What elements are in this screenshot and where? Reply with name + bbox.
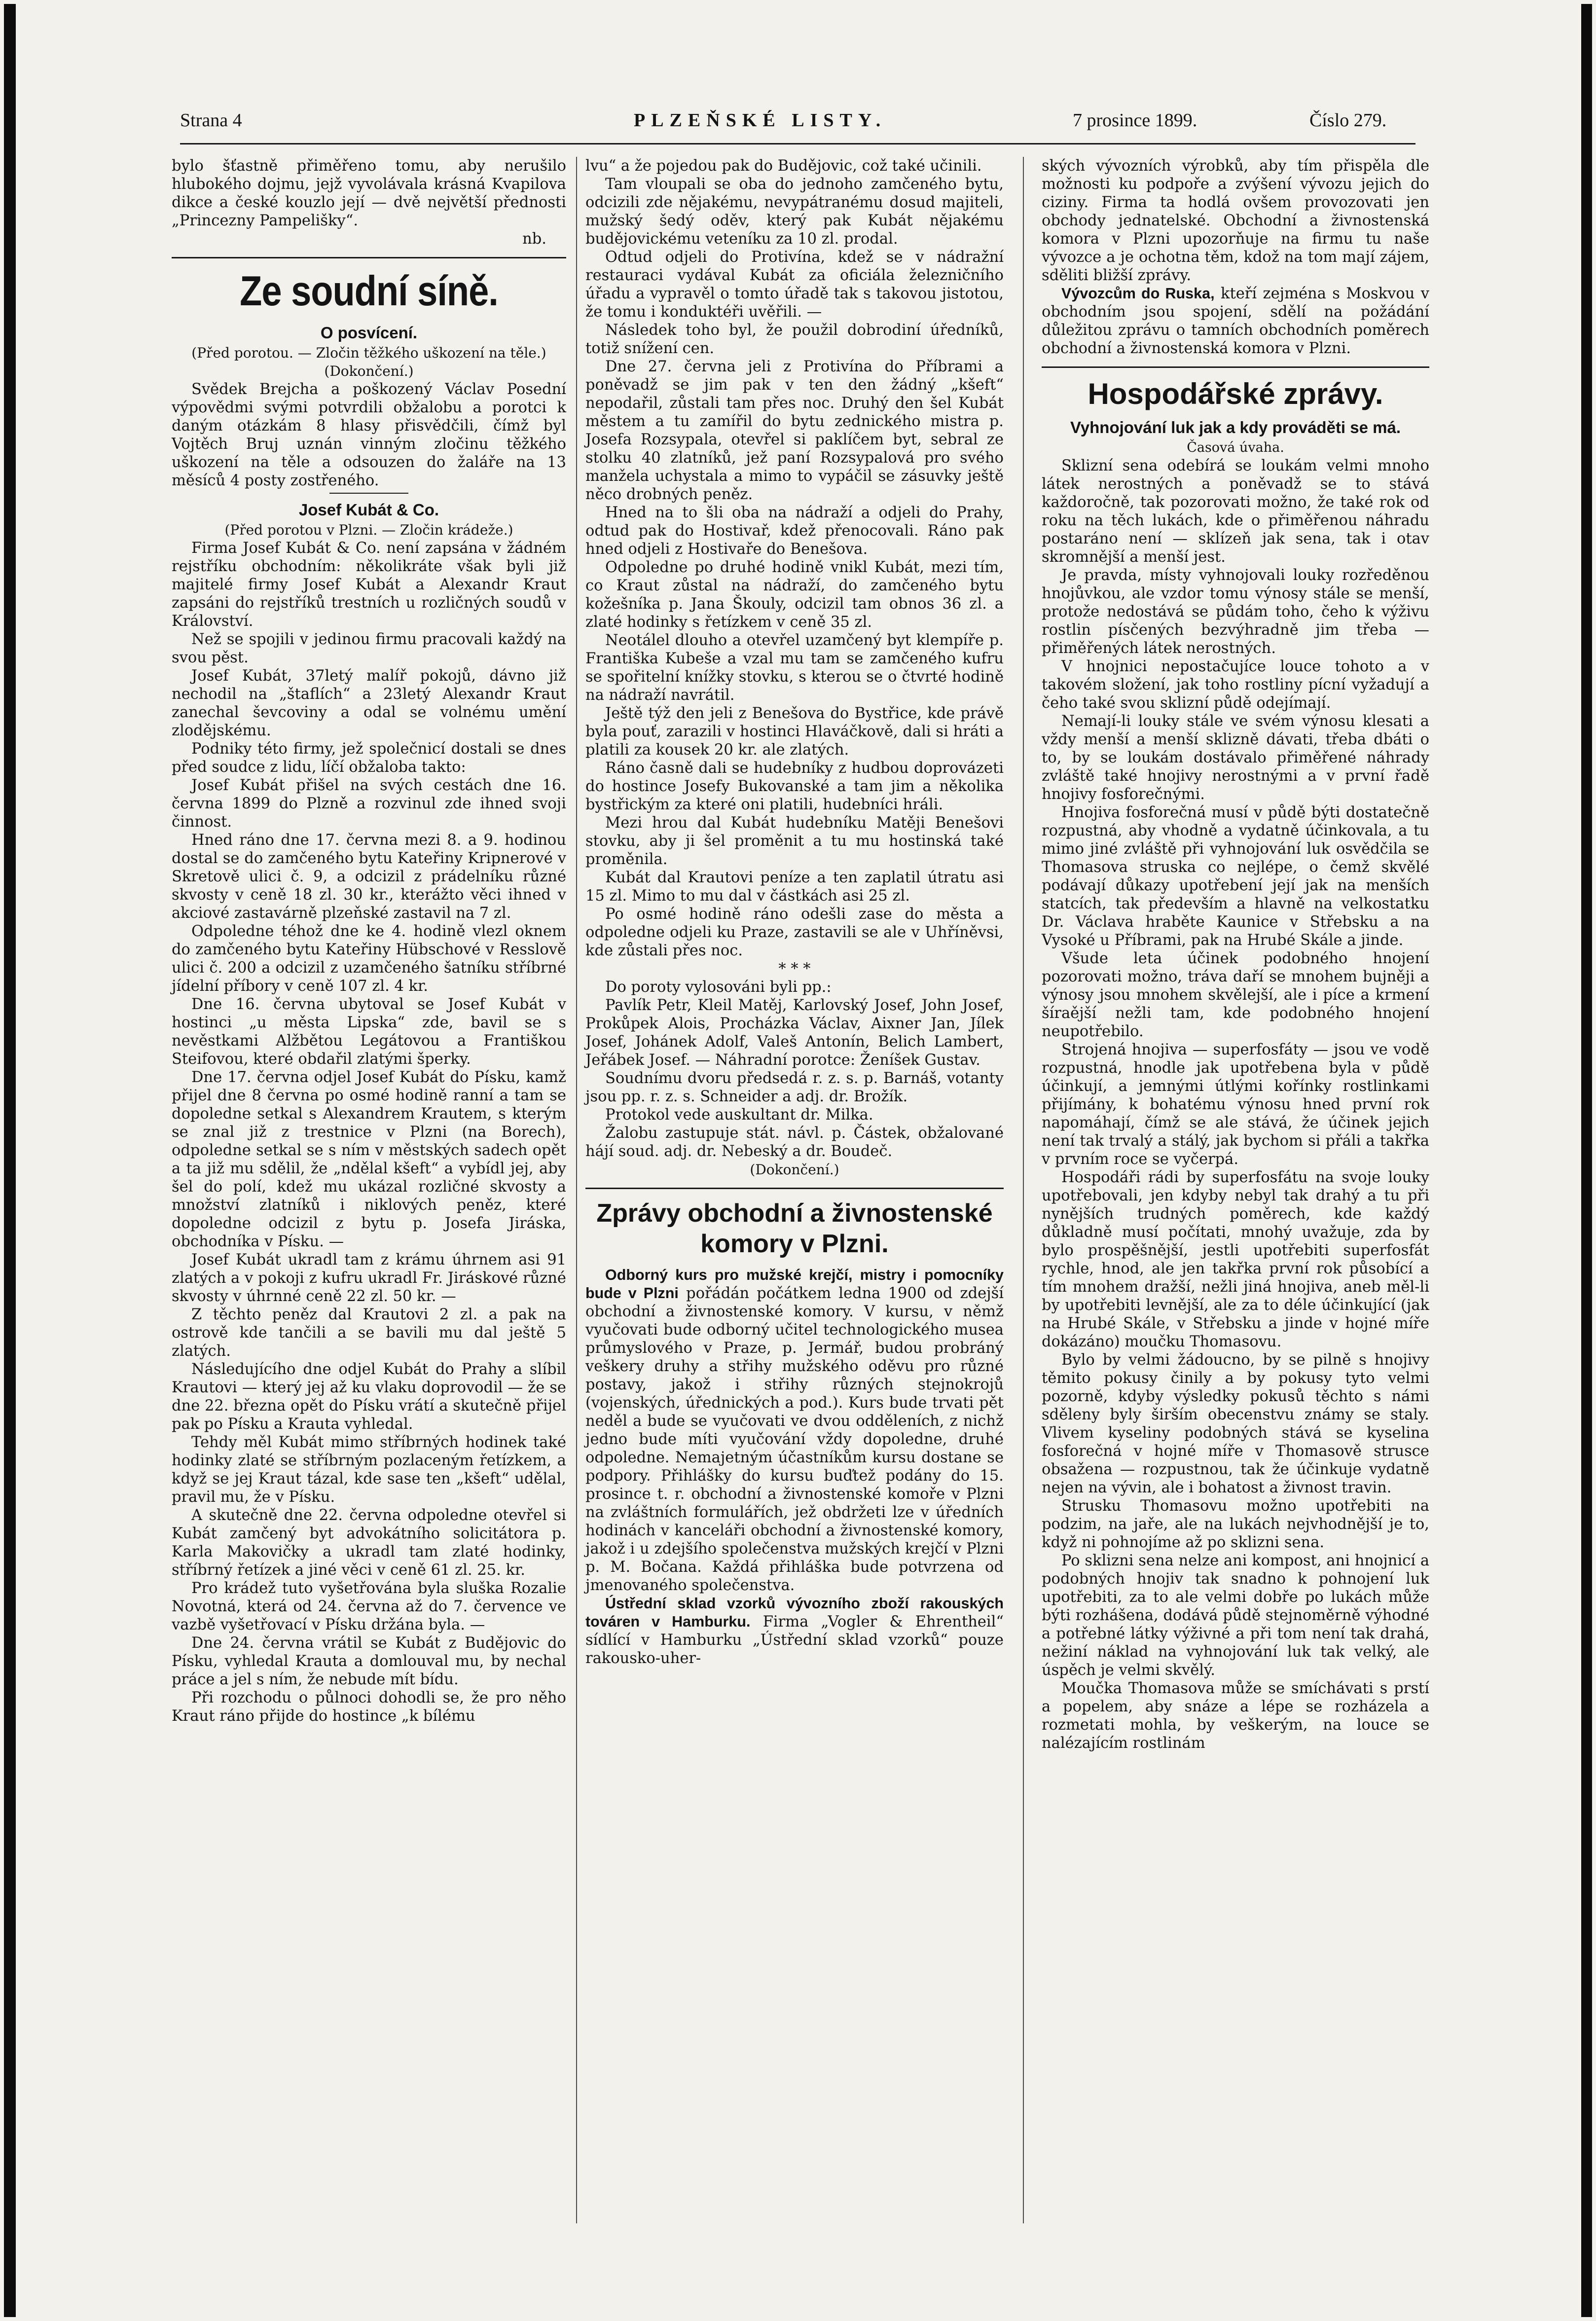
paragraph: Pro krádež tuto vyšetřována byla sluška Rozalie Novotná, která od 24. června až do 7. července ve vazbě vyšetřovací v Písku držána byla. —: [172, 1580, 566, 1633]
paragraph: lvu“ a že pojedou pak do Budějovic, což také učinili.: [585, 157, 982, 175]
author-signature: nb.: [522, 230, 546, 248]
paragraph: Odtud odjeli do Protivína, kdež se v nádražní restauraci vydával Kubát za oficiála železničního úřadu a vypravěl o tomto úřadě tak s takovou jistotou, že tomu i konduktéři uvěřili. —: [585, 249, 1004, 321]
issue-number: Číslo 279.: [1309, 110, 1387, 131]
section-rule: [585, 1188, 1004, 1189]
paragraph: Moučka Thomasova může se smíchávati s prstí a popelem, aby snáze a lépe se rozházela a rozmetati mohla, by veškerým, na louce se nalézajícím rostlinám: [1042, 1680, 1429, 1752]
newspaper-title: PLZEŇSKÉ LISTY.: [634, 110, 887, 131]
paragraph-text: Firma „Vogler & Ehrentheil“ sídlící v Hamburku „Ústřední sklad vzorků“ pouze rakousko-uher-: [585, 1613, 1004, 1667]
column-divider: [576, 157, 577, 2223]
paragraph: Ještě týž den jeli z Benešova do Bystřice, kde právě byla pouť, zarazili v hostinci Hlaváčkově, dali si hráti a platili za kousek 20 kr. ale zlatých.: [585, 705, 1004, 759]
section-heading: Ze soudní síně.: [240, 267, 498, 315]
paragraph: Bylo by velmi žádoucno, by se pilně s hnojivy těmito pokusy činily a by pokusy tyto velmi pozorně, kdyby výsledky pokusů těchto s námi sděleny byly širším obecenstvu známy se staly. Vlivem kyseliny podobných stává se kyselina fosforečná v hojné míře v Thomasově strusce obsažena — rozpustnou, tak že účinkuje vydatně nejen na vývin, ale i bohatost a živnost travin.: [1042, 1351, 1429, 1496]
article-title: Vyhnojování luk jak a kdy prováděti se má.: [1070, 418, 1401, 436]
paragraph: Dne 17. června odjel Josef Kubát do Písku, kamž přijel dne 8 června po osmé hodině ranní a tam se dopoledne setkal s Alexandrem Krautem, s kterým se znal již z trestnice v Plzni (na Borech), odpoledne setkal se s ním v městských sadech opět a ta již mu sdělil, že „ndělal kšeft“ a vybídl jej, aby šel do polí, kdež mu ukázal rozličné skvosty a množství zlatníků i niklových peněz, které dopoledne odcizil z bytu p. Josefa Jiráska, obchodníka v Písku. —: [172, 1069, 566, 1250]
paragraph: Podniky této firmy, jež společnicí dostali se dnes před soudce z lidu, líčí obžaloba takto:: [172, 740, 566, 776]
section-heading: Hospodářské zprávy.: [1088, 377, 1383, 410]
paragraph: Je pravda, místy vyhnojovali louky rozředěnou hnojůvkou, ale vzdor tomu výnosy stále se menší, protože nedostává se půdám toho, čeho k výživu rostlin písčených bezvýhradně jim třeba — přiměřených látek nerostných.: [1042, 567, 1429, 657]
paragraph: Soudnímu dvoru předsedá r. z. s. p. Barnáš, votanty jsou pp. r. z. s. Schneider a adj. dr. Brožík.: [585, 1070, 1004, 1105]
paragraph: Mezi hrou dal Kubát hudebníku Matěji Benešovi stovku, aby ji šel proměnit a tu mu hostinská také proměnila.: [585, 814, 1004, 868]
paragraph: ských vývozních výrobků, aby tím přispěla dle možnosti ku podpoře a zvýšení vývozu jejich do ciziny. Firma ta hodlá ovšem provozovati jen obchody jednatelské. Obchodní a živnostenská komora v Plzni upozorňuje na firmu tu naše vývozce a je ochotna těm, kdož na tom mají zájem, sděliti bližší zprávy.: [1042, 157, 1429, 284]
paragraph: Hnojiva fosforečná musí v půdě býti dostatečně rozpustná, aby vhodně a vydatně účinkovala, a tu mimo jiné zvláště při vyhnojování luk osvědčila se Thomasova struska co nejlépe, o čemž skvělé podávají důkazy upotřebení její jak na menších statcích, tak především a hlavně na velkostatku Dr. Václava hraběte Kaunice v Střebsku a na Vysoké u Příbrami, pak na Hrubé Skále a jinde.: [1042, 804, 1429, 949]
continuation-note: (Dokončení.): [324, 363, 414, 379]
bold-lead: Ústřední sklad vzorků vývozního zboží rakouských továren v Hamburku.: [585, 1595, 1004, 1630]
paragraph: Nemají-li louky stále ve svém výnosu klesati a vždy menší a menší sklizně dávati, třeba dbáti o to, by se loukám dostávalo přiměřené náhrady zvláště také hnojivy nerostnými a v první řadě hnojivy fosforečnými.: [1042, 713, 1429, 803]
column-divider: [1023, 157, 1024, 2223]
header-rule: [180, 143, 1415, 145]
page-header: [180, 109, 1423, 139]
paragraph: Po osmé hodině ráno odešli zase do města a odpoledne odjeli ku Praze, zastavili se ale v Uhříněvsi, kde zůstali přes noc.: [585, 906, 1004, 959]
paragraph: Tehdy měl Kubát mimo stříbrných hodinek také hodinky zlaté se stříbrným pozlaceným řetízkem, a když se jej Kraut tázal, kde sase ten „kšeft“ udělal, pravil mu, že v Písku.: [172, 1434, 566, 1506]
paragraph: Žalobu zastupuje stát. návl. p. Částek, obžalované hájí soud. adj. dr. Nebeský a dr. Boudeč.: [585, 1124, 1004, 1160]
paragraph: Dne 16. června ubytoval se Josef Kubát v hostinci „u města Lipska“ zde, bavil se s nevěstkami Alžbětou Legátovou a Františkou Steifovou, které obdařil zlatými šperky.: [172, 996, 566, 1068]
paragraph: Odpoledne téhož dne ke 4. hodině vlezl oknem do zamčeného bytu Kateřiny Hübschové v Resslově ulici č. 200 a odcizil z uzamčeného šatníku stříbrné jídelní příbory v ceně 107 zl. 4 kr.: [172, 923, 566, 995]
paragraph: Než se spojili v jedinou firmu pracovali každý na svou pěst.: [172, 631, 566, 666]
paragraph: Kubát dal Krautovi peníze a ten zaplatil útratu asi 15 zl. Mimo to mu dal v částkách asi 25 zl.: [585, 869, 1004, 905]
paragraph-text: pořádán počátkem ledna 1900 od zdejší obchodní a živnostenské komory. V kursu, v němž vyučovati bude odborný učitel technologického musea průmyslového v Praze, p. Jermář, budou probráný veškery druhy a střihy mužského oděvu pro různé postavy, jakož i střihy různých stejnokrojů (vojenských, úřednických a pod.). Kurs bude trvati pět neděl a bude se vyučovati ve dvou odděleních, z nichž jedno bude míti vyučování vždy dopoledne, druhé odpoledne. Nemajetným účastníkům kursu dostane se podpory. Přihlášky do kursu buďtež podány do 15. prosince t. r. obchodní a živnostenské komoře v Plzni na zvláštních formulářích, jež obdržeti lze v úředních hodinách v kanceláři obchodní a živnostenské komory, jakož i u zdejšího společenstva mužských krejčí v Plzni p. M. Bočana. Každá přihláška bude potvrzena od jmenovaného společenstva.: [585, 1285, 1004, 1594]
section-rule: [1042, 366, 1429, 368]
paragraph: Firma Josef Kubát & Co. není zapsána v žádném rejstříku obchodním: několikráte však byli již majitelé firmy Josef Kubát a Alexandr Kraut zapsáni do rejstříků trestních u rozličných soudů v Království.: [172, 540, 566, 630]
article-subtitle: Časová úvaha.: [1187, 440, 1284, 455]
column-1: [172, 157, 566, 1725]
paragraph: Dne 24. června vrátil se Kubát z Budějovic do Písku, vyhledal Krauta a domlouval mu, by nechal práce a jel s ním, že nebude mít bídu.: [172, 1634, 566, 1688]
section-heading: Zprávy obchodní a živnostenské komory v Plzni.: [596, 1199, 993, 1258]
page-number: Strana 4: [180, 110, 242, 131]
paragraph: Hned ráno dne 17. června mezi 8. a 9. hodinou dostal se do zamčeného bytu Kateřiny Kripnerové v Skretově ulici č. 9, a odcizil z prádelníku různé skvosty v ceně 18 zl. 30 kr., kterážto věci ihned v akciové zastavárně plzeňské zastavil na 7 zl.: [172, 832, 566, 922]
paragraph: Sklizní sena odebírá se loukám velmi mnoho látek nerostných a poněvadž se to stává každoročně, tak pozorovati možno, že také rok od roku na těch lukách, kde o přiměřenou náhradu postaráno není — sklízeň jak sena, tak i otav skromnější a menší jest.: [1042, 457, 1429, 566]
paragraph: Všude leta účinek podobného hnojení pozorovati možno, tráva daří se mnohem bujněji a výnosy jsou mnohem skvělejší, ale i píce a krmení šíraější nežli tam, kde podobného hnojení neupotřebilo.: [1042, 950, 1429, 1040]
paragraph-text: kteří zejména s Moskvou v obchodním jsou spojení, sdělí na požádání důležitou zprávu o tamních obchodních poměrech obchodní a živnostenská komora v Plzni.: [1042, 285, 1429, 357]
article-title: Josef Kubát & Co.: [298, 501, 439, 519]
paragraph: Hned na to šli oba na nádraží a odjeli do Prahy, odtud pak do Hostivař, kdež přenocovali. Ráno pak hned odjeli z Hostivaře do Benešova.: [585, 504, 1004, 558]
article-subtitle: (Před porotou. — Zločin těžkého uškození na těle.): [191, 345, 546, 361]
paragraph: bylo šťastně přiměřeno tomu, aby nerušilo hlubokého dojmu, jejž vyvolávala krásná Kvapilova dikce a české kouzlo její — dvě největší přednosti „Princezny Pampelišky“.: [172, 157, 566, 229]
article-title: O posvícení.: [320, 324, 418, 342]
column-2: [585, 157, 1004, 1668]
issue-date: 7 prosince 1899.: [1073, 110, 1197, 131]
paragraph: Při rozchodu o půlnoci dohodli se, že pro něho Kraut ráno přijde do hostince „k bílému: [172, 1689, 566, 1725]
paragraph: Odpoledne po druhé hodině vnikl Kubát, mezi tím, co Kraut zůstal na nádraží, do zamčeného bytu kožešníka p. Jana Škouly, odcizil tam obnos 36 zl. a zlaté hodinky s řetízkem v ceně 35 zl.: [585, 559, 1004, 631]
bold-lead: Vývozcům do Ruska,: [1061, 285, 1215, 302]
continuation-note: (Dokončení.): [750, 1161, 839, 1178]
paragraph: Protokol vede auskultant dr. Milka.: [605, 1106, 873, 1124]
paragraph: Hospodáři rádi by superfosfátu na svoje louky upotřebovali, jen kdyby nebyl tak drahý a tu při nynějších trudných poměrech, kde každý důkladně musí počítati, mnohý uvažuje, zda by bylo prospěšnější, jestli upotřebiti superfosfát rychle, hnod, ale jen takřka první rok působící a tím mnohem dražší, nežli jiná hnojiva, aneb měl-li by upotřebiti levnější, ale za to déle účinkující (jak na Hrubé Skále, v Střebsku a jinde v hojné míře dokázáno) moučku Thomasovu.: [1042, 1169, 1429, 1350]
paragraph: A skutečně dne 22. června odpoledne otevřel si Kubát zamčený byt advokátního solicitátora p. Karla Makovičky a ukradl tam zlaté hodinky, stříbrný řetízek a jiné věci v ceně 61 zl. 25. kr.: [172, 1507, 566, 1579]
section-rule: [172, 257, 566, 258]
paragraph: Svědek Brejcha a poškozený Václav Posední výpovědmi svými potvrdili obžalobu a porotci k daným otázkám 8 hlasy přisvědčili, čímž byl Vojtěch Bruj uznán vinným zločinu těžkého uškození na těle a odsouzen do žaláře na 13 měsíců 4 posty zostřeného.: [172, 381, 566, 489]
article-subtitle: (Před porotou v Plzni. — Zločin krádeže.): [224, 522, 513, 538]
paragraph: Do poroty vylosováni byli pp.:: [605, 979, 832, 996]
paragraph: Tam vloupali se oba do jednoho zamčeného bytu, odcizili zde nějakému, nevypátranému dosud majiteli, mužský šedý oděv, který pak Kubát nějakému budějovickému veteníku za 10 zl. prodal.: [585, 176, 1004, 248]
paragraph: V hnojnici nepostačujíce louce tohoto a v takovém složení, jak toho rostliny pícní vyžadují a čeho také svou sklizní půdě odejímají.: [1042, 658, 1429, 712]
paragraph: Josef Kubát přišel na svých cestách dne 16. června 1899 do Plzně a rozvinul zde ihned svoji činnost.: [172, 777, 566, 831]
bold-lead: Odborný kurs pro mužské krejčí, mistry i pomocníky bude v Plzni: [585, 1267, 1004, 1302]
paragraph: Pavlík Petr, Kleil Matěj, Karlovský Josef, John Josef, Prokůpek Alois, Procházka Václav, Aixner Jan, Jílek Josef, Johánek Adolf, Valeš Antonín, Belich Lambert, Jeřábek Josef. — Náhradní porotce: Ženíšek Gustav.: [585, 997, 1004, 1069]
paragraph: Následek toho byl, že použil dobrodiní úředníků, totiž snížení cen.: [585, 322, 1004, 357]
paragraph: Strojená hnojiva — superfosfáty — jsou ve vodě rozpustná, hnodle jak upotřebena byla v půdě účinkují, a jemnými útlými kořínky rostlinkami přijímány, k bohatému výnosu hned první rok napomáhají, čímž se ale stává, že účinek jejich není tak trvalý a stálý, jak bychom si přáli a takřka v prvním roce se vyčerpá.: [1042, 1041, 1429, 1168]
paragraph: Z těchto peněz dal Krautovi 2 zl. a pak na ostrově kde tančili a se bavili mu dal ještě 5 zlatých.: [172, 1306, 566, 1360]
section-stars: * * *: [778, 960, 811, 978]
column-3: [1042, 157, 1429, 1752]
paragraph: Neotálel dlouho a otevřel uzamčený byt klempíře p. Františka Kubeše a vzal mu tam se zamčeného kufru se spořitelní knížky stovku, s kterou se o čtvrté hodině na nádraží navrátil.: [585, 632, 1004, 704]
paragraph: Dne 27. června jeli z Protivína do Příbrami a poněvadž se jim pak v ten den žádný „kšeft“ nepodařil, zůstali tam přes noc. Druhý den šel Kubát městem a tu zamířil do bytu zednického mistra p. Josefa Rozsypala, otevřel si paklíčem byt, sebral ze stolku 40 zlatníků, jež paní Rozsypalová pro svého manžela uchystala a mimo to vypáčil se zásuvky ještě něco drobných peněz.: [585, 358, 1004, 503]
paragraph: Josef Kubát ukradl tam z krámu úhrnem asi 91 zlatých a v pokoji z kufru ukradl Fr. Jiráskové různé skvosty v úhrnné ceně 22 zl. 50 kr. —: [172, 1251, 566, 1305]
paragraph: Strusku Thomasovu možno upotřebiti na podzim, na jaře, ale na lukách nejvhodnější je to, když ni pohnojíme až po sklizni sena.: [1042, 1497, 1429, 1551]
paragraph: Josef Kubát, 37letý malíř pokojů, dávno již nechodil na „štaflích“ a 23letý Alexandr Kraut zanechal ševcoviny a odal se volnému umění zlodějskému.: [172, 667, 566, 739]
paragraph: Po sklizni sena nelze ani kompost, ani hnojnicí a podobných hnojiv tak snadno k pohnojení luk upotřebiti, za to ale velmi dobře po lukách může býti rozhášena, dodává půdě stejnoměrně výhodné a potřebné látky výživné a při tom není tak drahá, nežiní náklad na vyhnojování luk tak velký, ale úspěch je velmi skvělý.: [1042, 1552, 1429, 1679]
divider: [329, 493, 408, 494]
paragraph: Ráno časně dali se hudebníky z hudbou doprovázeti do hostince Josefy Bukovanské a tam jim a několika bystřickým za které oni platili, hudebníci hráli.: [585, 760, 1004, 813]
paragraph: Následujícího dne odjel Kubát do Prahy a slíbil Krautovi — který jej až ku vlaku doprovodil — že se dne 22. března opět do Písku vrátí a skutečně přijel pak po Písku a Krauta vyhledal.: [172, 1361, 566, 1433]
